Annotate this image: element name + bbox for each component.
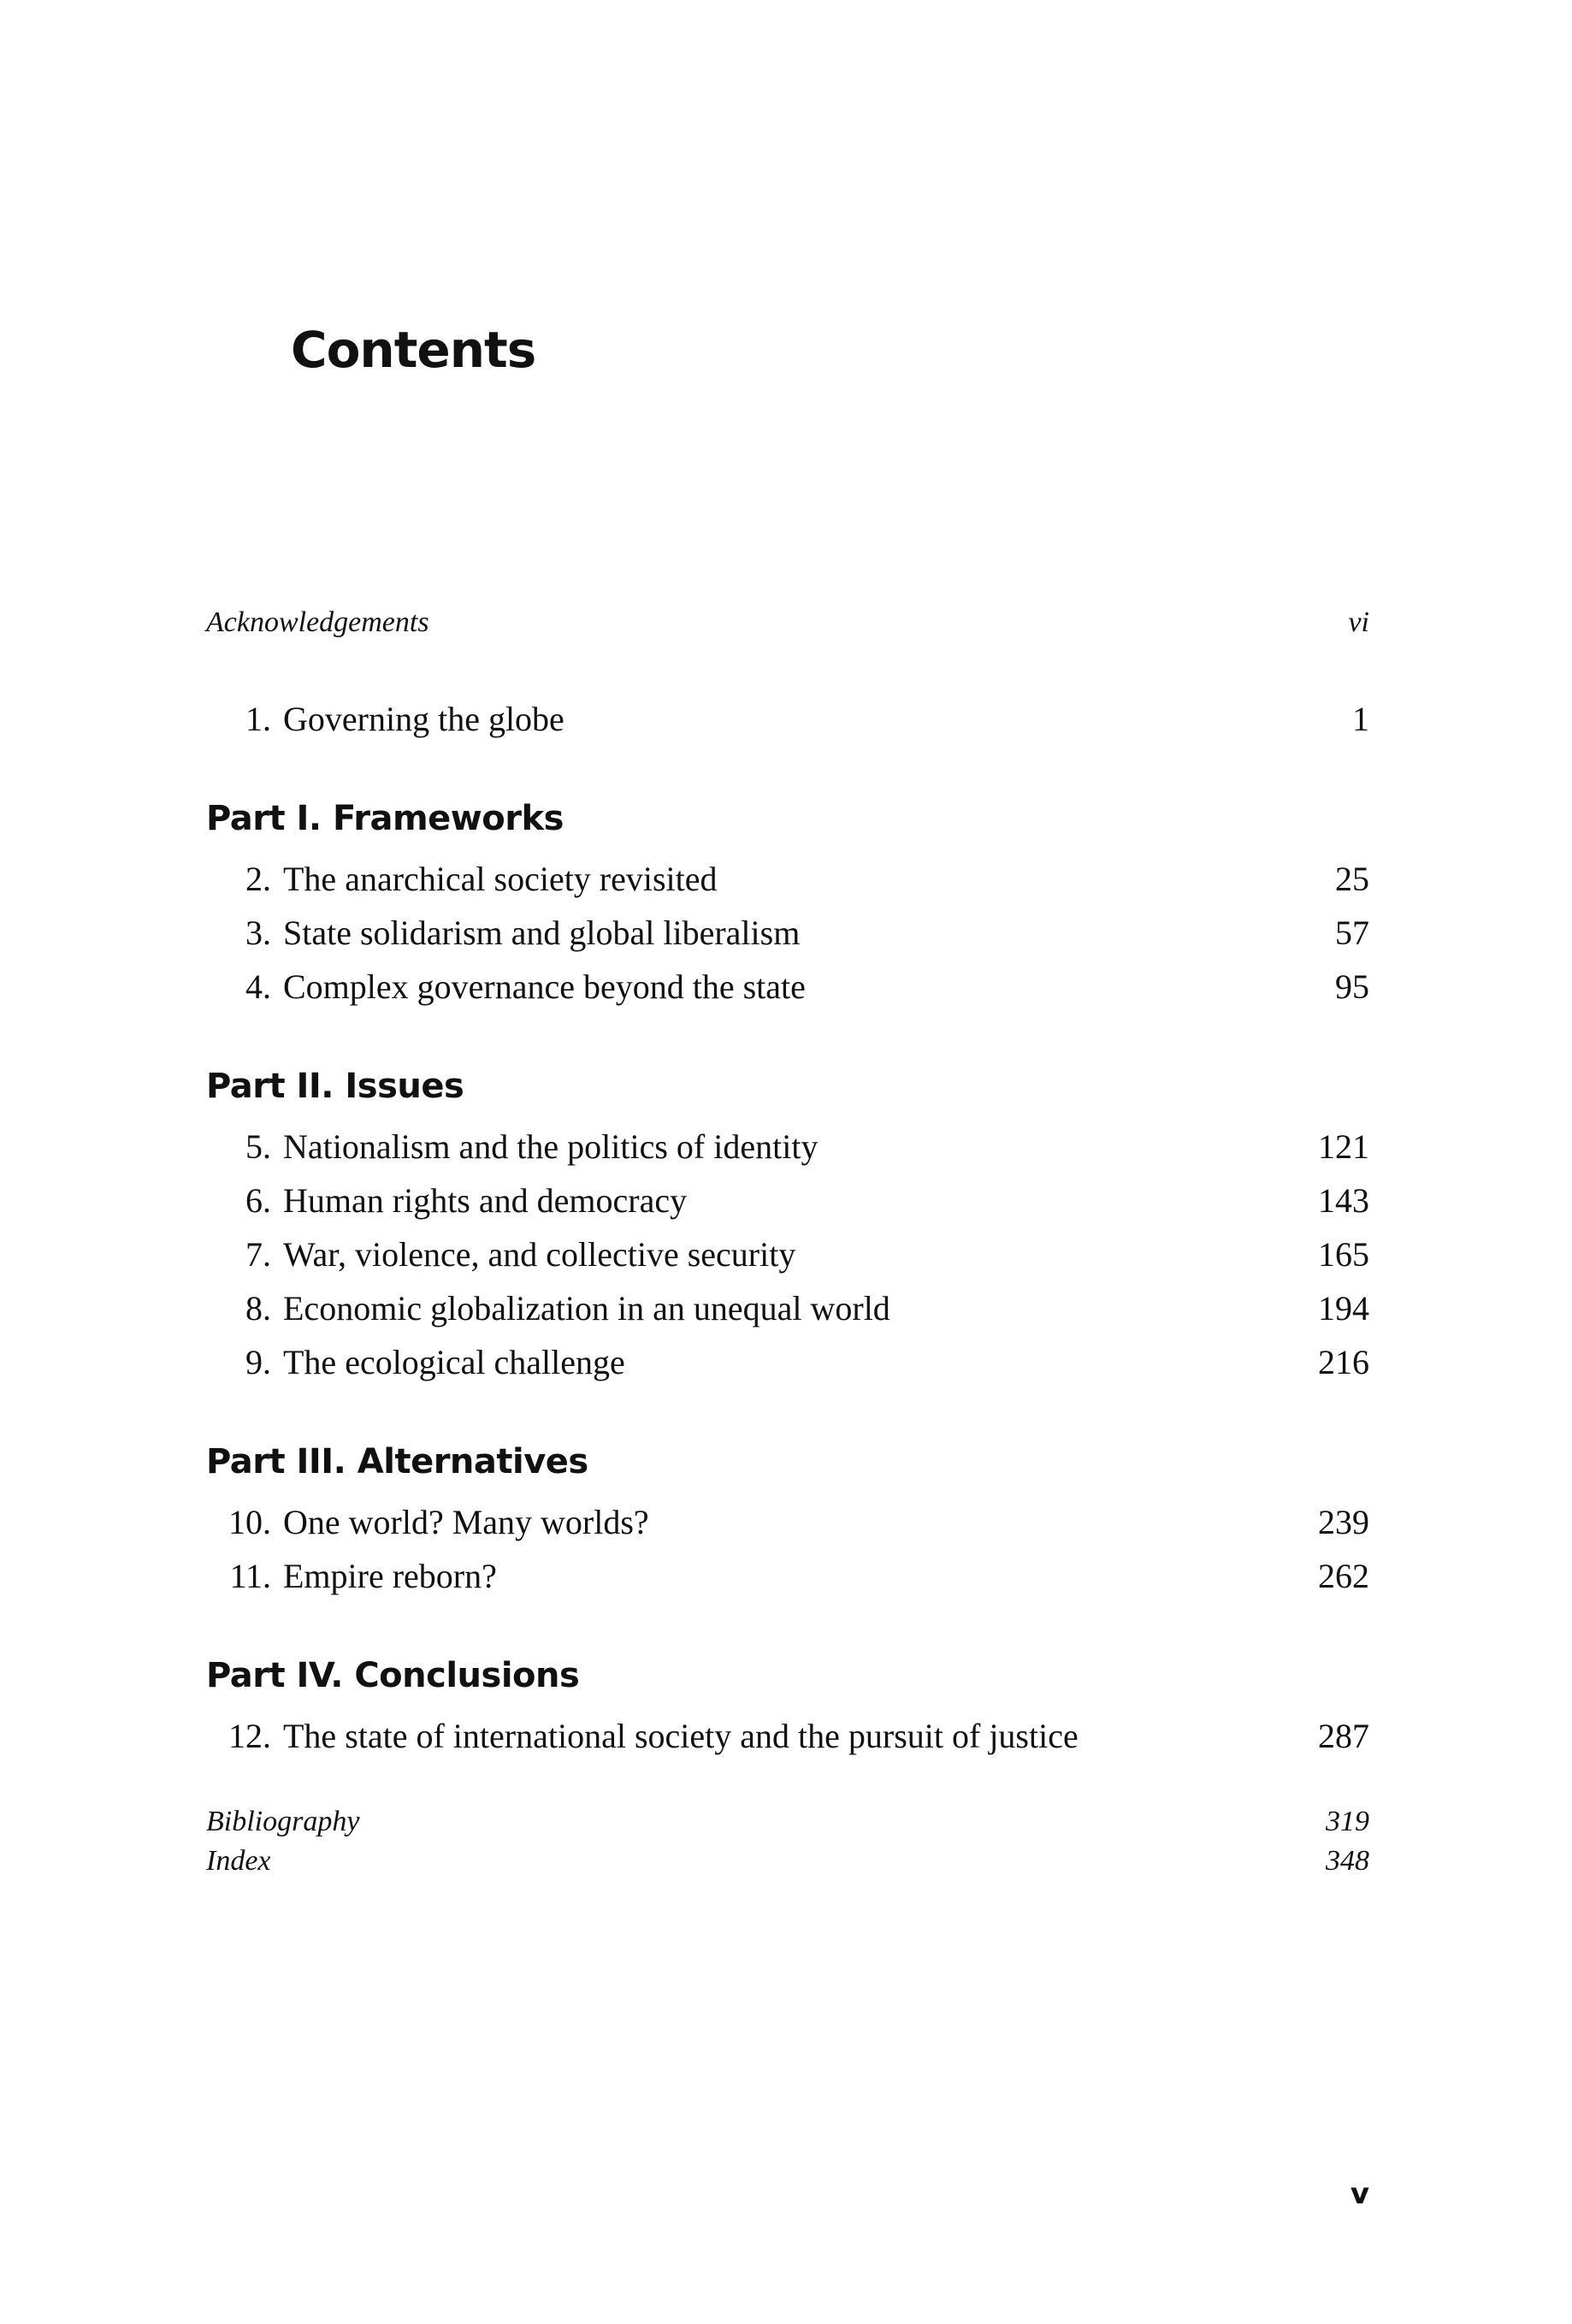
chapter-title: State solidarism and global liberalism (283, 914, 801, 952)
chapter-page: 287 (1318, 1717, 1369, 1755)
chapter-number: 9. (245, 1343, 271, 1381)
back-matter (206, 1802, 1369, 1881)
entry-page: 319 (1326, 1806, 1369, 1837)
toc-entry-chapter-1[interactable] (206, 692, 1369, 746)
toc-entry-chapter-12[interactable] (206, 1709, 1369, 1763)
toc-entry-chapter-7[interactable] (206, 1227, 1369, 1281)
part-heading: Part IV. Conclusions (206, 1656, 580, 1695)
chapter-title: The ecological challenge (283, 1343, 625, 1381)
part-1-section (206, 794, 1369, 1014)
chapter-title: Economic globalization in an unequal world (283, 1289, 890, 1328)
table-of-contents (206, 603, 1369, 1881)
toc-entry-chapter-2[interactable] (206, 852, 1369, 906)
chapter-number: 12. (228, 1717, 271, 1755)
part-heading: Part I. Frameworks (206, 799, 564, 838)
toc-entry-bibliography[interactable] (206, 1802, 1369, 1842)
toc-entry-chapter-8[interactable] (206, 1281, 1369, 1335)
page-title: Contents (291, 321, 536, 379)
part-heading: Part III. Alternatives (206, 1442, 588, 1481)
chapter-page: 143 (1318, 1181, 1369, 1220)
chapter-page: 121 (1318, 1127, 1369, 1166)
part-3-section (206, 1437, 1369, 1603)
chapter-number: 2. (245, 860, 271, 898)
chapter-number: 5. (245, 1127, 271, 1166)
toc-entry-chapter-4[interactable] (206, 960, 1369, 1014)
toc-entry-chapter-10[interactable] (206, 1495, 1369, 1549)
toc-entry-chapter-9[interactable] (206, 1335, 1369, 1389)
toc-entry-chapter-5[interactable] (206, 1120, 1369, 1174)
chapter-number: 3. (245, 914, 271, 952)
chapter-page: 25 (1335, 860, 1369, 898)
chapter-number: 4. (245, 967, 271, 1006)
chapter-page: 262 (1318, 1557, 1369, 1595)
toc-entry-chapter-11[interactable] (206, 1549, 1369, 1603)
chapter-page: 57 (1335, 914, 1369, 952)
page-number: v (1350, 2177, 1369, 2211)
chapter-page: 95 (1335, 967, 1369, 1006)
chapter-title: War, violence, and collective security (283, 1235, 796, 1274)
part-2-section (206, 1061, 1369, 1389)
part-heading: Part II. Issues (206, 1067, 464, 1106)
chapter-number: 8. (245, 1289, 271, 1328)
toc-entry-index[interactable] (206, 1842, 1369, 1881)
toc-entry-acknowledgements[interactable] (206, 603, 1369, 642)
chapter-number: 6. (245, 1181, 271, 1220)
chapter-title: Nationalism and the politics of identity (283, 1127, 819, 1166)
part-4-section (206, 1651, 1369, 1763)
chapter-number: 11. (229, 1557, 271, 1595)
chapter-page: 165 (1318, 1235, 1369, 1274)
chapter-page: 239 (1318, 1503, 1369, 1541)
toc-entry-chapter-3[interactable] (206, 906, 1369, 960)
chapter-number: 10. (228, 1503, 271, 1541)
chapter-number: 7. (245, 1235, 271, 1274)
chapter-title: Governing the globe (283, 700, 564, 738)
chapter-title: Human rights and democracy (283, 1181, 688, 1220)
entry-page: vi (1348, 606, 1369, 638)
chapter-number: 1. (245, 700, 271, 738)
chapter-title: One world? Many worlds? (283, 1503, 649, 1541)
entry-page: 348 (1326, 1845, 1369, 1877)
chapter-title: Empire reborn? (283, 1557, 497, 1595)
entry-label: Bibliography (206, 1806, 360, 1837)
toc-entry-chapter-6[interactable] (206, 1174, 1369, 1227)
chapter-title: The anarchical society revisited (283, 860, 718, 898)
chapter-title: The state of international society and the pursuit of justice (283, 1717, 1079, 1755)
chapter-page: 216 (1318, 1343, 1369, 1381)
chapter-page: 1 (1352, 700, 1369, 738)
entry-label: Index (206, 1845, 271, 1877)
chapter-title: Complex governance beyond the state (283, 967, 806, 1006)
chapter-page: 194 (1318, 1289, 1369, 1328)
entry-label: Acknowledgements (206, 606, 429, 638)
